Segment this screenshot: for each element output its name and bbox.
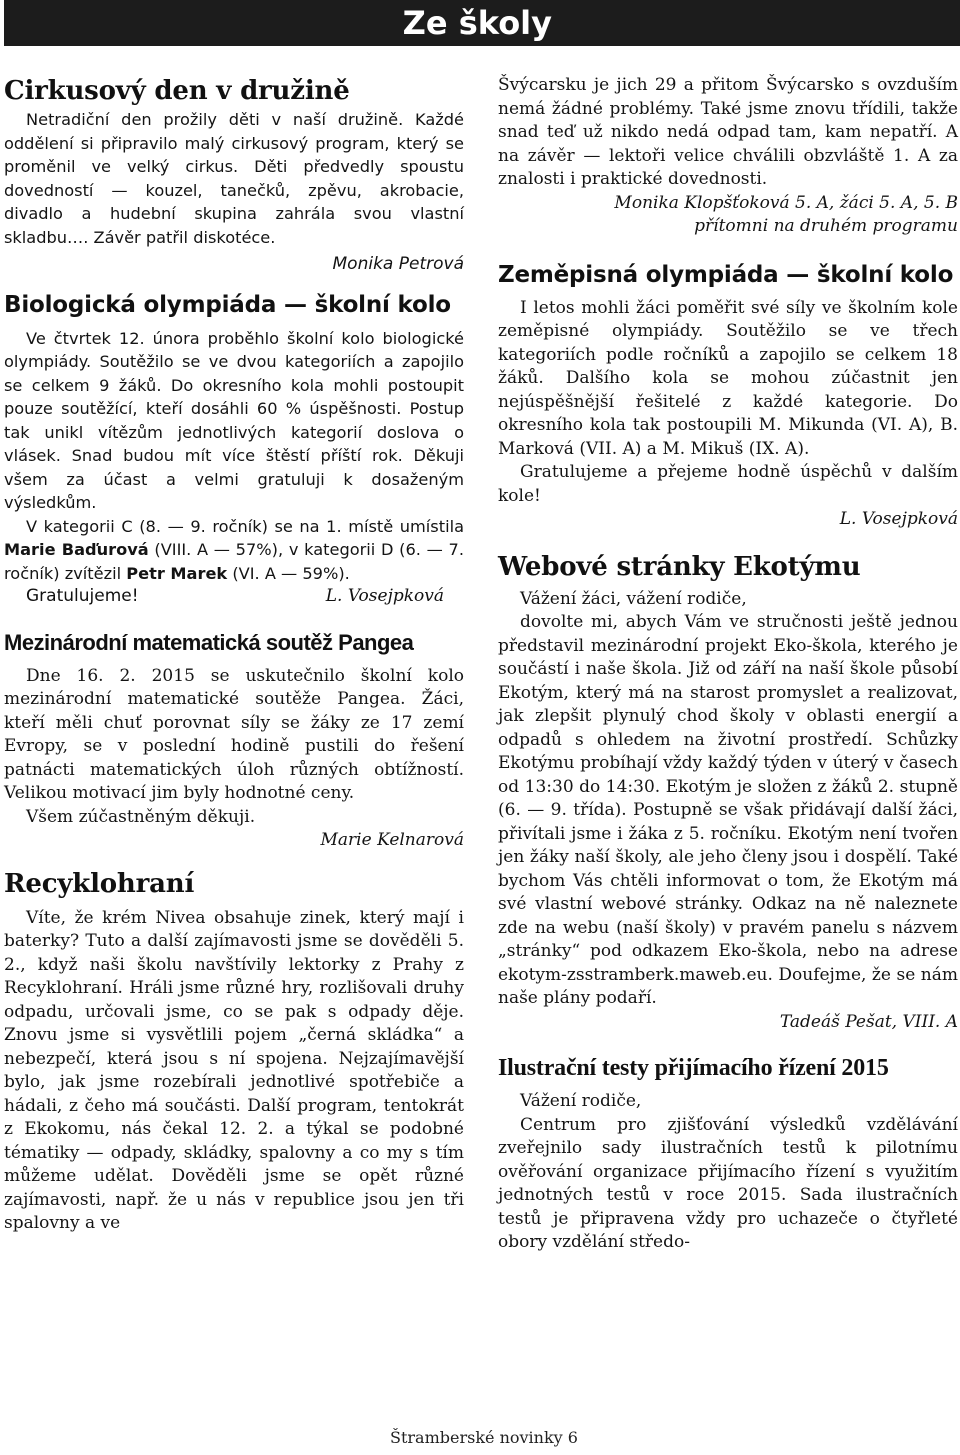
article-heading: Zeměpisná olympiáda — školní kolo <box>498 261 954 288</box>
article-body: Dne 16. 2. 2015 se uskutečnilo školní kolo mezinárodní matematické soutěže Pangea. Žáci, kteří měli chuť porovnat síly se žáky ze 17 zemí Evropy, se v poslední hodině pustili do řešení patnácti matematických úloh různých obtížností. Velikou motivací jim byly hodnotné ceny. <box>4 665 464 803</box>
right-column <box>498 74 958 1255</box>
winner-name: Petr Marek <box>126 563 228 583</box>
article-geography <box>498 259 958 532</box>
greeting-text: Vážení žáci, vážení rodiče, <box>520 588 747 609</box>
article-body: Víte, že krém Nivea obsahuje zinek, který mají i baterky? Tuto a další zajímavosti jsme se dověděli 5. 2., když naši školu navštívily lektorky z Prahy z Recyklohraní. Hráli jsme různé hry, rozlišovali druhy odpadu, určovali jsme, co se pak s odpady děje. Znovu jsme si vysvětlili pojem „černá skládka“ a nebezpečí, která jsou s ní spojena. Nejzajímavější bylo, jak jsme rozebírali jednotlivé spotřebiče a hádali, z čeho má součásti. Další program, tentokrát z Ekokomu, nás čekal 12. 2. a týkal se podobné tématiky — odpady, skládky, spalovny a co my s tím můžeme udělat. Dověděli jsme se opět různé zajímavosti, např. že u nás v republice jsou jen tři spalovny a ve <box>4 907 464 1233</box>
results-text: (VIII. A — 57%), v kategorii D (6. — 7. ročník) zvítězil <box>4 540 464 583</box>
article-author: Monika Petrová <box>332 254 464 274</box>
article-body: Švýcarsku je jich 29 a přitom Švýcarsko s ovzduším nemá žádné problémy. Také jsme znovu třídili, takže snad teď už nikdo nedá odpad tam, kam nepatří. A na závěr — lektoři velice chválili obzvláště 1. A za znalosti i praktické dovednosti. <box>498 75 958 189</box>
article-tests <box>498 1052 958 1255</box>
section-masthead <box>4 0 960 46</box>
article-heading: Mezinárodní matematická soutěž Pangea <box>4 629 414 655</box>
article-author: L. Vosejpková <box>325 586 444 606</box>
article-author: Monika Klopšťoková 5. A, žáci 5. A, 5. B <box>614 192 958 213</box>
article-body: dovolte mi, abych Vám ve stručnosti ještě jednou představil mezinárodní projekt Eko-škola, kterého je součástí i naše škola. Již od září na naší škole působí Ekotým, který má na starost promyslet a realizovat, jak zlepšit plynulý chod školy v oblasti energií a odpadů s ohledem na životní prostředí. Schůzky Ekotýmu probíhají vždy každý týden v úterý v časech od 13:30 do 14:30. Ekotým je složen z žáků 2. stupně (6. — 9. třída). Postupně se však přidávají další žáci, přivítali jsme i žáka z 5. ročníku. Ekotým není tvořen jen žáky naší školy, ale jeho členy jsou i dospělí. Také bychom Vás chtěli informovat o tom, že Ekotým má své vlastní webové stránky. Odkaz na ně naleznete zde na webu (naší školy) v pravém panelu s názvem „stránky“ pod odkazem Eko-škola, nebo na adrese ekotym-zsstramberk.maweb.eu. Doufejme, že se nám naše plány podaří. <box>498 612 958 1008</box>
article-biology <box>4 289 464 609</box>
article-heading: Ilustrační testy přijímacího řízení 2015 <box>498 1055 889 1081</box>
closing-text: Gratulujeme! <box>26 586 139 606</box>
article-recycle-continued <box>498 74 958 239</box>
winner-name: Marie Baďurová <box>4 540 149 559</box>
results-text: (VI. A — 59%). <box>232 563 350 583</box>
article-pangea <box>4 627 464 853</box>
article-heading: Recyklohraní <box>4 868 195 899</box>
article-author-note: přítomni na druhém programu <box>694 216 958 236</box>
thanks-text: Všem zúčastněným děkuji. <box>26 806 256 827</box>
article-body: I letos mohli žáci poměřit své síly ve školním kole zeměpisné olympiády. Soutěžilo se ve třech kategoriích podle ročníků a zapojilo se celkem 18 žáků. Dalšího kola se mohou zúčastnit jen nejúspěšnější řešitelé z každé kategorie. Do okresního kola tak postoupili M. Mikunda (VI. A), B. Marková (VII. A) a M. Mikuš (IX. A). <box>498 297 958 459</box>
section-title: Ze školy <box>402 4 552 42</box>
left-column <box>4 74 464 1236</box>
article-heading: Webové stránky Ekotýmu <box>498 551 861 582</box>
article-body: Centrum pro zjišťování výsledků vzdělávání zveřejnilo sady ilustračních testů k pilotnímu ověřování organizace přijímacího řízení s využitím jednotných testů v roce 2015. Sada ilustračních testů je připravena vždy pro uchazeče o čtyřleté obory vzdělání středo- <box>498 1114 958 1252</box>
article-footer-row <box>4 585 464 609</box>
article-heading: Cirkusový den v družině <box>4 76 350 106</box>
article-circus <box>4 74 464 277</box>
article-web <box>498 550 958 1035</box>
article-author: Tadeáš Pešat, VIII. A <box>779 1011 958 1032</box>
article-body: Netradiční den prožily děti v naší družině. Každé oddělení si připravilo malý cirkusový program, který se proměnil ve velký cirkus. Děti předvedly spoustu dovedností — kouzel, tanečků, zpěvu, akrobacie, divadlo a hudební skupina zahrála svou vlastní skladbu…. Závěr patřil diskotéce. <box>4 110 464 247</box>
article-recycle <box>4 867 464 1236</box>
article-author: Marie Kelnarová <box>320 830 464 850</box>
article-heading: Biologická olympiáda — školní kolo <box>4 291 451 318</box>
greeting-text: Vážení rodiče, <box>520 1091 642 1111</box>
closing-text: Gratulujeme a přejeme hodně úspěchů v dalším kole! <box>498 462 958 506</box>
results-text: V kategorii C (8. — 9. ročník) se na 1. místě umístila <box>26 516 464 536</box>
page-footer: Štramberské novinky 6 <box>390 1428 578 1447</box>
article-results <box>4 515 464 586</box>
article-author: L. Vosejpková <box>839 509 958 529</box>
article-body: Ve čtvrtek 12. února proběhlo školní kolo biologické olympiády. Soutěžilo se ve dvou kategoriích a zapojilo se celkem 9 žáků. Do okresního kola mohli postoupit pouze soutěžící, kteří dosáhli 60 % úspěšnosti. Postup tak unikl vítězům jednotlivých kategorií doslova o vlásek. Snad budou mít více štěstí příští rok. Děkuji všem za účast a velmi gratuluji k dosaženým výsledkům. <box>4 328 464 512</box>
